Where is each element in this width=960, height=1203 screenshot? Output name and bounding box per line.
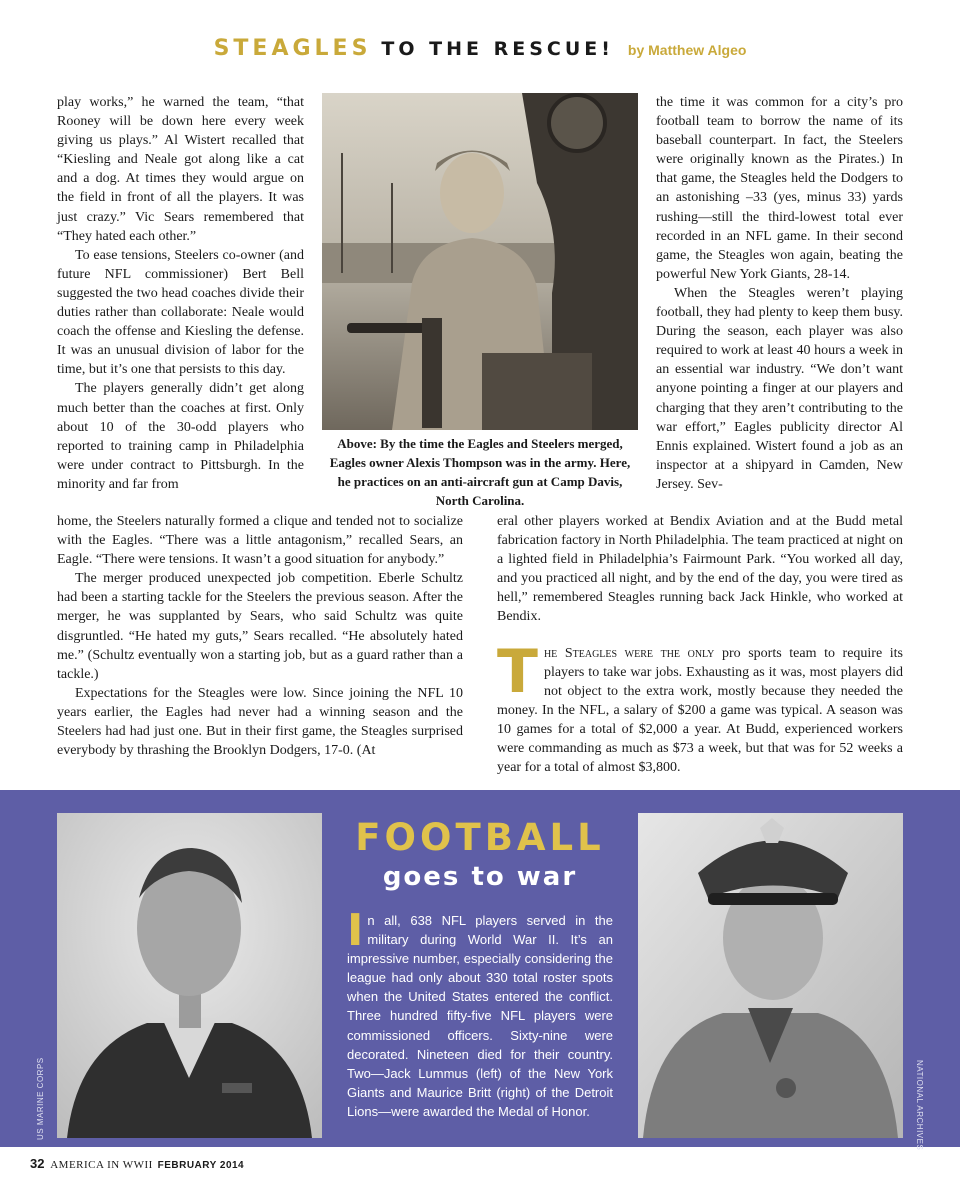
- article-column-left-top: [57, 93, 304, 494]
- paragraph: play works,” he warned the team, “that Rooney will be down here every week giving us plays.” Al Wistert recalled that “Kiesling and Neale got along like a cat and a dog. At times they would argue on the field in front of all the players. It was just crazy.” Vic Sears remembered that “They hated each other.”: [57, 95, 304, 244]
- magazine-name: AMERICA IN WWII: [50, 1159, 153, 1171]
- paragraph-dropcap: [497, 636, 904, 778]
- lead-in-smallcaps: he Steagles were the only: [543, 645, 715, 661]
- issue-date: FEBRUARY 2014: [157, 1160, 245, 1171]
- photo-credit-left: US MARINE CORPS: [36, 1057, 45, 1140]
- byline: by Matthew Algeo: [627, 42, 747, 58]
- photo-jack-lummus: [57, 813, 322, 1138]
- sidebar-dropcap: I: [347, 905, 364, 956]
- sidebar-title: FOOTBALL: [355, 816, 605, 859]
- article-header: [0, 36, 960, 61]
- dropcap-letter: T: [497, 636, 538, 707]
- paragraph-text: pro sports team to require its players to take war jobs. Exhausting as it was, most players did not object to the extra work, mostly because they needed the money. In the NFL, a salary of $200 a game was typical. A season was 10 games for a total of $2,000 a year. At Budd, experienced workers were commanding as much as $73 a week, but that was for 52 weeks a year for a total of almost $3,800.: [497, 645, 904, 776]
- page-footer: [30, 1156, 244, 1171]
- paragraph: When the Steagles weren’t playing football, they had plenty to keep them busy. During the season, each player was also required to work at least 40 hours a week in an essential war industry. “We don’t want anyone pointing a finger at our players and charging that they aren’t contributing to the war effort,” Eagles publicity director Al Ennis explained. Wistert found a job as an inspector at a shipyard in Camden, New Jersey. Sev-: [656, 285, 903, 492]
- paragraph: The merger produced unexpected job competition. Eberle Schultz had been a starting tackle for the Steelers the previous season. After the merger, he was supplanted by Sears, who said Schultz was quite disgruntled. “He hated my guts,” Sears recalled. “He absolutely hated me.” (Schultz eventually won a starting job, but as a guard rather than a tackle.): [57, 571, 463, 682]
- paragraph: eral other players worked at Bendix Aviation and at the Budd metal fabrication factory in North Philadelphia. The team practiced at night on a lighted field in Philadelphia’s Fairmount Park. “You worked all day, and you practiced all night, and by the end of the day, you were tired as hell,” remembered Steagles running back Jack Hinkle, who worked at Bendix.: [497, 514, 903, 625]
- paragraph: The players generally didn’t get along much better than the coaches at first. Only about 10 of the 30-odd players who reported to training camp in Philadelphia were under contract to Pittsburgh. In the minority and far from: [57, 381, 304, 492]
- article-column-right-bottom: [497, 512, 903, 777]
- photo-credit-right: NATIONAL ARCHIVES: [915, 1060, 924, 1151]
- paragraph: the time it was common for a city’s pro football team to borrow the name of its baseball counterpart. In fact, the Steelers were originally known as the Pirates.) In that game, the Steagles held the Dodgers to an astonishing –33 (yes, minus 33) yards rushing—still the third-lowest total ever recorded in an NFL game. In their second game, the Steagles won again, beating the powerful New York Giants, 28-14.: [656, 95, 903, 282]
- photo-maurice-britt: [638, 813, 903, 1138]
- headline: TO THE RESCUE!: [381, 38, 614, 60]
- paragraph: home, the Steelers naturally formed a clique and tended not to socialize with the Eagles. “There was a little antagonism,” recalled Sears, an Eagle. “There were tensions. It wasn’t a good situation for anybody.”: [57, 514, 463, 568]
- paragraph: To ease tensions, Steelers co-owner (and future NFL commissioner) Bert Bell suggested the two head coaches divide their duties rather than collaborate: Neale would coach the offense and Kiesling the defense. It was an unusual division of labor for the time, but it’s one that persists to this day.: [57, 247, 304, 378]
- page-number: 32: [30, 1156, 45, 1171]
- photo-caption: Above: By the time the Eagles and Steelers merged, Eagles owner Alexis Thompson was in the army. Here, he practices on an anti-aircraft gun at Camp Davis, North Carolina.: [329, 436, 631, 508]
- headline-highlight: STEAGLES: [213, 36, 372, 61]
- article-column-left-bottom: [57, 512, 463, 760]
- photo-anti-aircraft-gun: [322, 93, 638, 430]
- sidebar-body: [347, 905, 613, 1121]
- sidebar-text: n all, 638 NFL players served in the military during World War II. It’s an impressive number, especially considering the league had only about 330 total roster spots when the United States entered the conflict. Three hundred fifty-five NFL players were commissioned officers. Sixty-nine were decorated. Nineteen died for their country. Two—Jack Lummus (left) of the New York Giants and Maurice Britt (right) of the Detroit Lions—were awarded the Medal of Honor.: [347, 913, 613, 1119]
- sidebar-subtitle: goes to war: [382, 862, 578, 892]
- article-column-right-top: [656, 93, 903, 494]
- paragraph: Expectations for the Steagles were low. Since joining the NFL 10 years earlier, the Eagles had never had a winning season and the Steelers had had just one. But in their first game, the Steagles surprised everybody by thrashing the Brooklyn Dodgers, 17-0. (At: [57, 685, 463, 759]
